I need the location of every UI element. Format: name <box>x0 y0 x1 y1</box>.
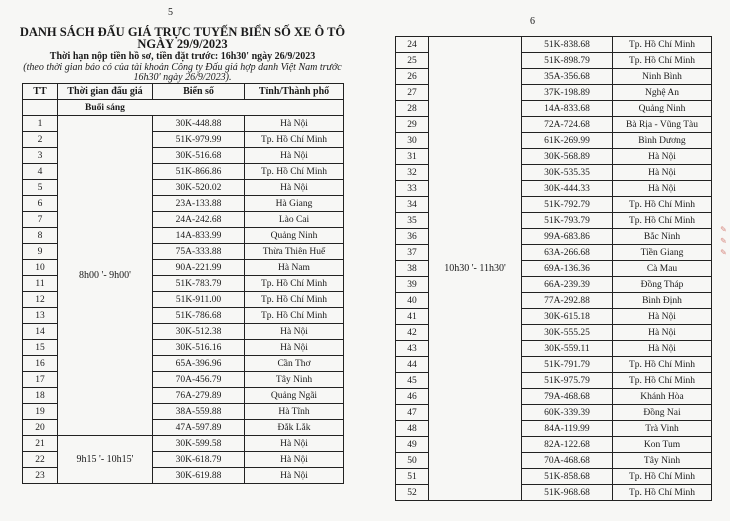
city-name: Hà Tĩnh <box>245 404 344 420</box>
row-number: 47 <box>396 405 429 421</box>
plate-number: 51K-783.79 <box>153 276 245 292</box>
city-name: Hà Nội <box>613 165 712 181</box>
row-number: 48 <box>396 421 429 437</box>
city-name: Hà Nội <box>613 325 712 341</box>
city-name: Bà Rịa - Vũng Tàu <box>613 117 712 133</box>
row-number: 29 <box>396 117 429 133</box>
plate-number: 51K-975.79 <box>522 373 613 389</box>
city-name: Bình Định <box>613 293 712 309</box>
city-name: Hà Nam <box>245 260 344 276</box>
plate-number: 84A-119.99 <box>522 421 613 437</box>
session-label: Buổi sáng <box>58 100 344 116</box>
row-number: 24 <box>396 37 429 53</box>
plate-number: 72A-724.68 <box>522 117 613 133</box>
note-line-2: 16h30' ngày 26/9/2023). <box>133 72 232 83</box>
row-number: 37 <box>396 245 429 261</box>
table-row <box>23 116 344 132</box>
plate-number: 35A-356.68 <box>522 69 613 85</box>
city-name: Hà Giang <box>245 196 344 212</box>
row-number: 18 <box>23 388 58 404</box>
row-number: 1 <box>23 116 58 132</box>
city-name: Hà Nội <box>245 116 344 132</box>
plate-number: 63A-266.68 <box>522 245 613 261</box>
plate-number: 66A-239.39 <box>522 277 613 293</box>
plate-number: 24A-242.68 <box>153 212 245 228</box>
plate-number: 60K-339.39 <box>522 405 613 421</box>
page-number: 6 <box>530 16 535 27</box>
header-tt: TT <box>23 84 58 100</box>
city-name: Bắc Ninh <box>613 229 712 245</box>
city-name: Tp. Hồ Chí Minh <box>245 276 344 292</box>
row-number: 19 <box>23 404 58 420</box>
plate-number: 51K-858.68 <box>522 469 613 485</box>
row-number: 42 <box>396 325 429 341</box>
city-name: Tp. Hồ Chí Minh <box>245 164 344 180</box>
city-name: Bình Dương <box>613 133 712 149</box>
row-number: 40 <box>396 293 429 309</box>
deadline-text: Thời hạn nộp tiền hồ sơ, tiền đặt trước: 16h30' ngày 26/9/2023 <box>49 51 316 62</box>
row-number: 22 <box>23 452 58 468</box>
row-number: 20 <box>23 420 58 436</box>
header-plate: Biển số <box>153 84 245 100</box>
plate-number: 51K-911.00 <box>153 292 245 308</box>
city-name: Tây Ninh <box>613 453 712 469</box>
plate-number: 47A-597.89 <box>153 420 245 436</box>
plate-number: 30K-615.18 <box>522 309 613 325</box>
row-number: 6 <box>23 196 58 212</box>
row-number: 44 <box>396 357 429 373</box>
plate-number: 30K-516.68 <box>153 148 245 164</box>
row-number: 50 <box>396 453 429 469</box>
table-row <box>396 37 712 53</box>
plate-number: 30K-516.16 <box>153 340 245 356</box>
plate-number: 30K-599.58 <box>153 436 245 452</box>
header-time: Thời gian đấu giá <box>58 84 153 100</box>
row-number: 23 <box>23 468 58 484</box>
city-name: Tp. Hồ Chí Minh <box>245 308 344 324</box>
city-name: Quảng Ninh <box>245 228 344 244</box>
city-name: Tp. Hồ Chí Minh <box>613 373 712 389</box>
plate-number: 90A-221.99 <box>153 260 245 276</box>
row-number: 14 <box>23 324 58 340</box>
row-number: 33 <box>396 181 429 197</box>
city-name: Khánh Hòa <box>613 389 712 405</box>
city-name: Đồng Tháp <box>613 277 712 293</box>
plate-number: 51K-979.99 <box>153 132 245 148</box>
city-name: Ninh Bình <box>613 69 712 85</box>
row-number: 5 <box>23 180 58 196</box>
row-number: 9 <box>23 244 58 260</box>
row-number: 45 <box>396 373 429 389</box>
city-name: Tp. Hồ Chí Minh <box>613 37 712 53</box>
plate-number: 30K-512.38 <box>153 324 245 340</box>
row-number: 31 <box>396 149 429 165</box>
plate-number: 51K-786.68 <box>153 308 245 324</box>
plate-number: 51K-866.86 <box>153 164 245 180</box>
row-number: 10 <box>23 260 58 276</box>
city-name: Đồng Nai <box>613 405 712 421</box>
row-number: 41 <box>396 309 429 325</box>
city-name: Trà Vinh <box>613 421 712 437</box>
row-number: 26 <box>396 69 429 85</box>
city-name: Thừa Thiên Huế <box>245 244 344 260</box>
row-number: 34 <box>396 197 429 213</box>
city-name: Tây Ninh <box>245 372 344 388</box>
row-number: 30 <box>396 133 429 149</box>
row-number: 51 <box>396 469 429 485</box>
plate-number: 69A-136.36 <box>522 261 613 277</box>
city-name: Cà Mau <box>613 261 712 277</box>
note-line-1: (theo thời gian báo có của tài khoản Công ty Đấu giá hợp danh Việt Nam trước <box>23 62 342 73</box>
city-name: Quảng Ngãi <box>245 388 344 404</box>
plate-number: 77A-292.88 <box>522 293 613 309</box>
plate-number: 30K-520.02 <box>153 180 245 196</box>
plate-number: 51K-838.68 <box>522 37 613 53</box>
plate-number: 51K-968.68 <box>522 485 613 501</box>
row-number: 3 <box>23 148 58 164</box>
city-name: Đắk Lắk <box>245 420 344 436</box>
row-number: 16 <box>23 356 58 372</box>
plate-number: 75A-333.88 <box>153 244 245 260</box>
city-name: Tp. Hồ Chí Minh <box>613 213 712 229</box>
city-name: Tp. Hồ Chí Minh <box>613 469 712 485</box>
plate-number: 76A-279.89 <box>153 388 245 404</box>
row-number: 13 <box>23 308 58 324</box>
row-number: 4 <box>23 164 58 180</box>
row-number: 7 <box>23 212 58 228</box>
city-name: Hà Nội <box>613 309 712 325</box>
row-number: 35 <box>396 213 429 229</box>
doc-date: NGÀY 29/9/2023 <box>137 37 228 51</box>
row-number: 28 <box>396 101 429 117</box>
city-name: Hà Nội <box>245 148 344 164</box>
time-slot: 9h15 '- 10h15' <box>58 436 153 484</box>
handwritten-mark: ✎ ✎ ✎ <box>719 225 728 258</box>
city-name: Hà Nội <box>245 436 344 452</box>
city-name: Tp. Hồ Chí Minh <box>613 485 712 501</box>
page-number: 5 <box>168 7 173 18</box>
city-name: Hà Nội <box>245 180 344 196</box>
city-name: Nghệ An <box>613 85 712 101</box>
table-row <box>23 436 344 452</box>
row-number: 21 <box>23 436 58 452</box>
city-name: Tiền Giang <box>613 245 712 261</box>
city-name: Cần Thơ <box>245 356 344 372</box>
row-number: 25 <box>396 53 429 69</box>
row-number: 27 <box>396 85 429 101</box>
plate-number: 51K-791.79 <box>522 357 613 373</box>
plate-number: 70A-468.68 <box>522 453 613 469</box>
city-name: Hà Nội <box>613 181 712 197</box>
city-name: Hà Nội <box>245 324 344 340</box>
auction-table-right <box>395 36 712 501</box>
row-number: 49 <box>396 437 429 453</box>
city-name: Tp. Hồ Chí Minh <box>613 53 712 69</box>
right-page <box>365 0 730 521</box>
plate-number: 82A-122.68 <box>522 437 613 453</box>
plate-number: 30K-448.88 <box>153 116 245 132</box>
row-number: 38 <box>396 261 429 277</box>
header-city: Tỉnh/Thành phố <box>245 84 344 100</box>
city-name: Hà Nội <box>613 341 712 357</box>
plate-number: 14A-833.68 <box>522 101 613 117</box>
plate-number: 30K-555.25 <box>522 325 613 341</box>
city-name: Hà Nội <box>613 149 712 165</box>
row-number: 52 <box>396 485 429 501</box>
plate-number: 51K-792.79 <box>522 197 613 213</box>
plate-number: 79A-468.68 <box>522 389 613 405</box>
doc-title: DANH SÁCH ĐẤU GIÁ TRỰC TUYẾN BIỂN SỐ XE Ô TÔ <box>19 25 346 39</box>
plate-number: 99A-683.86 <box>522 229 613 245</box>
row-number: 32 <box>396 165 429 181</box>
city-name: Tp. Hồ Chí Minh <box>245 132 344 148</box>
city-name: Tp. Hồ Chí Minh <box>245 292 344 308</box>
city-name: Quảng Ninh <box>613 101 712 117</box>
plate-number: 30K-535.35 <box>522 165 613 181</box>
city-name: Hà Nội <box>245 452 344 468</box>
row-number: 2 <box>23 132 58 148</box>
row-number: 46 <box>396 389 429 405</box>
time-slot: 8h00 '- 9h00' <box>58 116 153 436</box>
plate-number: 37K-198.89 <box>522 85 613 101</box>
plate-number: 51K-793.79 <box>522 213 613 229</box>
row-number: 12 <box>23 292 58 308</box>
plate-number: 30K-444.33 <box>522 181 613 197</box>
row-number: 36 <box>396 229 429 245</box>
row-number: 11 <box>23 276 58 292</box>
city-name: Kon Tum <box>613 437 712 453</box>
row-number: 39 <box>396 277 429 293</box>
plate-number: 30K-618.79 <box>153 452 245 468</box>
row-number: 15 <box>23 340 58 356</box>
plate-number: 51K-898.79 <box>522 53 613 69</box>
plate-number: 14A-833.99 <box>153 228 245 244</box>
row-number: 8 <box>23 228 58 244</box>
plate-number: 30K-568.89 <box>522 149 613 165</box>
city-name: Hà Nội <box>245 340 344 356</box>
plate-number: 38A-559.88 <box>153 404 245 420</box>
plate-number: 30K-619.88 <box>153 468 245 484</box>
plate-number: 61K-269.99 <box>522 133 613 149</box>
plate-number: 30K-559.11 <box>522 341 613 357</box>
plate-number: 23A-133.88 <box>153 196 245 212</box>
plate-number: 65A-396.96 <box>153 356 245 372</box>
city-name: Tp. Hồ Chí Minh <box>613 197 712 213</box>
row-number: 43 <box>396 341 429 357</box>
row-number: 17 <box>23 372 58 388</box>
city-name: Hà Nội <box>245 468 344 484</box>
city-name: Tp. Hồ Chí Minh <box>613 357 712 373</box>
city-name: Lào Cai <box>245 212 344 228</box>
time-slot: 10h30 '- 11h30' <box>429 37 522 501</box>
plate-number: 70A-456.79 <box>153 372 245 388</box>
auction-table-left <box>22 83 344 484</box>
